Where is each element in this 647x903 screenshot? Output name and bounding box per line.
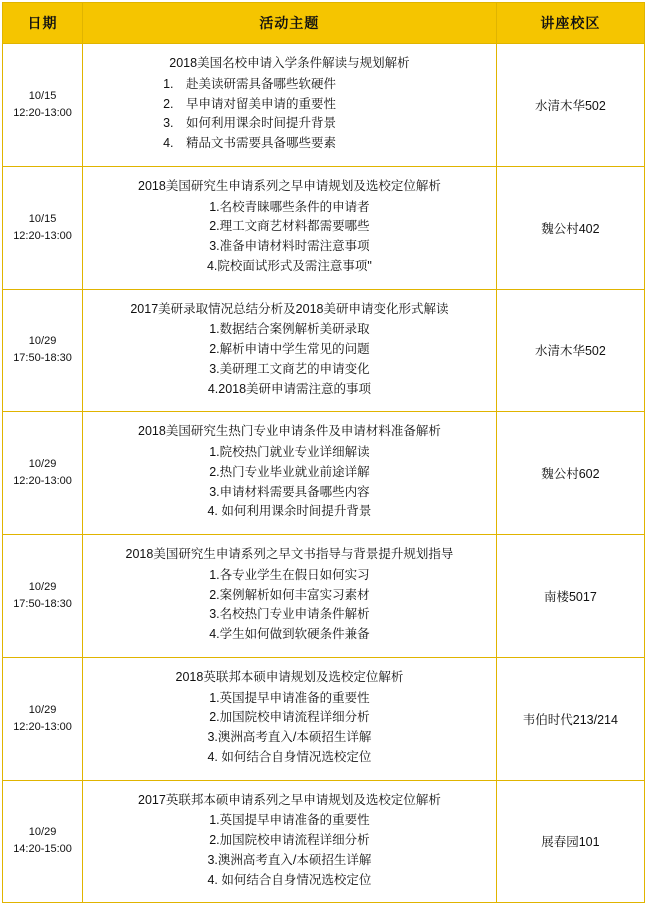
topic-item: 4. 如何结合自身情况选校定位 — [207, 872, 372, 887]
topic-item: 3.澳洲高考直入/本硕招生详解 — [207, 730, 372, 744]
date-time: 14:20-15:00 — [13, 843, 72, 856]
cell-topic — [83, 44, 497, 167]
topic-item-list — [91, 811, 488, 890]
cell-campus: 韦伯时代213/214 — [496, 657, 644, 780]
topic-item-list — [91, 320, 488, 399]
cell-campus: 水清木华502 — [496, 44, 644, 167]
topic-item: 3.申请材料需要具备哪些内容 — [209, 484, 370, 499]
date-time: 12:20-13:00 — [13, 229, 72, 242]
topic-item: 1.英国提早申请准备的重要性 — [209, 813, 370, 828]
topic-item: 4. 如何结合自身情况选校定位 — [207, 749, 372, 764]
cell-topic — [83, 780, 497, 903]
table-row — [3, 44, 645, 167]
date-day: 10/29 — [28, 335, 57, 348]
topic-item-list — [91, 75, 488, 154]
topic-item: 3. 如何利用课余时间提升背景 — [163, 116, 337, 131]
cell-date — [3, 657, 83, 780]
topic-item: 4. 精品文书需要具备哪些要素 — [163, 136, 337, 150]
cell-date — [3, 780, 83, 903]
table-row — [3, 166, 645, 289]
topic-item-list — [91, 689, 488, 768]
date-time: 17:50-18:30 — [13, 597, 72, 610]
date-time: 12:20-13:00 — [13, 720, 72, 733]
topic-item: 3.美研理工文商艺的申请变化 — [209, 361, 370, 376]
cell-date — [3, 44, 83, 167]
table-row — [3, 289, 645, 412]
cell-topic — [83, 289, 497, 412]
topic-item: 2.理工文商艺材料都需要哪些 — [209, 219, 370, 234]
topic-title: 2017美研录取情况总结分析及2018美研申请变化形式解读 — [130, 301, 449, 316]
date-day: 10/29 — [28, 458, 57, 471]
table-row — [3, 412, 645, 535]
topic-item: 2.热门专业毕业就业前途详解 — [209, 464, 370, 479]
topic-item: 2. 早申请对留美申请的重要性 — [163, 96, 337, 111]
date-time: 12:20-13:00 — [13, 106, 72, 119]
header-row — [3, 3, 645, 44]
topic-item-list — [91, 198, 488, 277]
topic-item: 1.院校热门就业专业详细解读 — [209, 445, 370, 459]
topic-item: 4.院校面试形式及需注意事项" — [206, 258, 372, 273]
topic-item: 3.名校热门专业申请条件解析 — [209, 607, 370, 622]
topic-item: 1.数据结合案例解析美研录取 — [209, 322, 370, 337]
date-day: 10/29 — [28, 826, 57, 839]
cell-campus: 魏公村402 — [496, 166, 644, 289]
cell-campus: 魏公村602 — [496, 412, 644, 535]
date-time: 17:50-18:30 — [13, 352, 72, 365]
date-day: 10/15 — [28, 212, 57, 225]
cell-date — [3, 166, 83, 289]
topic-item: 2.加国院校申请流程详细分析 — [209, 833, 370, 847]
topic-item-list — [91, 566, 488, 645]
topic-item: 2.解析申请中学生常见的问题 — [209, 342, 370, 356]
date-day: 10/15 — [28, 89, 57, 102]
cell-topic — [83, 412, 497, 535]
table-header — [3, 3, 645, 44]
cell-campus: 南楼5017 — [496, 535, 644, 658]
topic-item: 4. 如何利用课余时间提升背景 — [207, 504, 372, 519]
topic-item: 1.英国提早申请准备的重要性 — [209, 690, 370, 705]
cell-date — [3, 535, 83, 658]
topic-title: 2018英联邦本硕申请规划及选校定位解析 — [175, 669, 404, 684]
topic-item-list — [91, 443, 488, 522]
topic-item: 1.名校青睐哪些条件的申请者 — [209, 199, 370, 214]
column-header-campus: 讲座校区 — [496, 3, 644, 44]
topic-title: 2018美国名校申请入学条件解读与规划解析 — [169, 56, 410, 70]
topic-item: 4.学生如何做到软硬条件兼备 — [209, 627, 370, 641]
topic-item: 2.案例解析如何丰富实习素材 — [209, 587, 370, 602]
date-time: 12:20-13:00 — [13, 475, 72, 488]
topic-item: 2.加国院校申请流程详细分析 — [209, 710, 370, 725]
topic-title: 2018美国研究生申请系列之早申请规划及选校定位解析 — [138, 178, 441, 193]
cell-campus: 水清木华502 — [496, 289, 644, 412]
topic-title: 2018美国研究生热门专业申请条件及申请材料准备解析 — [138, 424, 441, 439]
cell-topic — [83, 535, 497, 658]
topic-item: 3.准备申请材料时需注意事项 — [209, 239, 370, 253]
date-day: 10/29 — [28, 580, 57, 593]
column-header-date: 日期 — [3, 3, 83, 44]
topic-title: 2018美国研究生申请系列之早文书指导与背景提升规划指导 — [125, 547, 454, 561]
cell-date — [3, 412, 83, 535]
topic-item: 3.澳洲高考直入/本硕招生详解 — [207, 852, 372, 867]
schedule-table — [2, 2, 645, 903]
table-body — [3, 44, 645, 903]
cell-date — [3, 289, 83, 412]
cell-topic — [83, 166, 497, 289]
column-header-topic: 活动主题 — [83, 3, 497, 44]
topic-title: 2017英联邦本硕申请系列之早申请规划及选校定位解析 — [138, 792, 441, 807]
cell-campus: 展春园101 — [496, 780, 644, 903]
topic-item: 4.2018美研申请需注意的事项 — [207, 381, 372, 396]
date-day: 10/29 — [28, 703, 57, 716]
topic-item: 1.各专业学生在假日如何实习 — [209, 567, 370, 582]
table-row — [3, 780, 645, 903]
cell-topic — [83, 657, 497, 780]
table-row — [3, 657, 645, 780]
topic-item: 1. 赴美读研需具备哪些软硬件 — [163, 76, 337, 91]
table-row — [3, 535, 645, 658]
